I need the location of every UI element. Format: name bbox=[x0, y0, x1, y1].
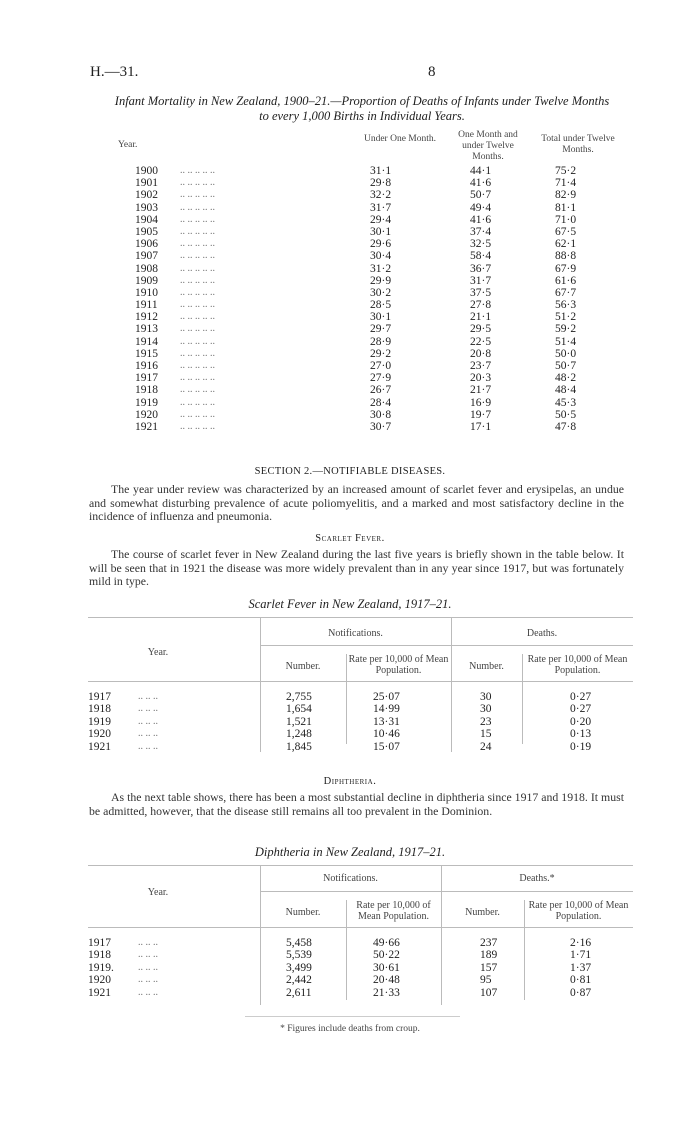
leader-dots: .. .. .. .. .. bbox=[180, 274, 215, 286]
page-number: 8 bbox=[428, 64, 436, 80]
diphtheria-col-year: Year. bbox=[147, 887, 169, 898]
year-cell: 1900 bbox=[135, 165, 158, 177]
one-to-twelve-cell: 32·5 bbox=[470, 238, 492, 251]
notifications-number-cell: 5,539 bbox=[286, 949, 312, 962]
deaths-number-cell: 157 bbox=[480, 961, 498, 974]
col-under-one-month: Under One Month. bbox=[363, 134, 437, 144]
col-year: Year. bbox=[118, 140, 138, 150]
scarlet-fever-heading: Scarlet Fever. bbox=[315, 533, 385, 544]
scarlet-col-deaths-rate: Rate per 10,000 of Mean Population. bbox=[527, 654, 628, 676]
total-cell: 47·8 bbox=[555, 420, 577, 433]
notifications-rate-cell: 49·66 bbox=[373, 937, 400, 949]
notifications-rate-cell: 20·48 bbox=[373, 974, 400, 987]
deaths-rate-cell: 0·19 bbox=[570, 740, 592, 753]
notifications-rate-cell: 15·07 bbox=[373, 740, 400, 753]
table-row bbox=[100, 250, 640, 262]
notifications-rate-cell: 13·31 bbox=[373, 715, 400, 728]
one-to-twelve-cell: 29·5 bbox=[470, 323, 492, 336]
deaths-number-cell: 237 bbox=[480, 937, 498, 949]
scarlet-col-notifications: Notifications. bbox=[328, 628, 383, 639]
year-cell: 1913 bbox=[135, 323, 158, 336]
diphtheria-col-notifications: Notifications. bbox=[323, 873, 378, 884]
one-to-twelve-cell: 21·7 bbox=[470, 384, 492, 397]
year-cell: 1916 bbox=[135, 360, 158, 372]
table-row bbox=[100, 323, 640, 335]
one-to-twelve-cell: 36·7 bbox=[470, 262, 492, 275]
notifications-rate-cell: 14·99 bbox=[373, 703, 400, 716]
mortality-title-line2: to every 1,000 Births in Individual Years. bbox=[259, 109, 465, 123]
table-row bbox=[100, 287, 640, 299]
scarlet-col-notif-rate: Rate per 10,000 of Mean Population. bbox=[348, 654, 449, 676]
notifications-number-cell: 5,458 bbox=[286, 937, 312, 949]
year-cell: 1906 bbox=[135, 238, 158, 251]
deaths-number-cell: 30 bbox=[480, 691, 492, 703]
leader-dots: .. .. .. .. .. bbox=[180, 177, 215, 189]
mortality-title-line1: Infant Mortality in New Zealand, 1900–21.—Proportion of Deaths of Infants under Twelve Months bbox=[114, 94, 610, 108]
year-cell: 1911 bbox=[135, 299, 158, 312]
col-one-to-twelve-months: One Month and under Twelve Months. bbox=[458, 130, 518, 162]
under-one-month-cell: 26·7 bbox=[370, 384, 392, 397]
under-one-month-cell: 30·1 bbox=[370, 311, 392, 324]
year-cell: 1920 bbox=[88, 974, 111, 987]
total-cell: 75·2 bbox=[555, 165, 577, 177]
diphtheria-heading: Diphtheria. bbox=[323, 776, 377, 787]
total-cell: 61·6 bbox=[555, 274, 577, 287]
leader-dots: .. .. .. bbox=[138, 961, 158, 973]
total-cell: 81·1 bbox=[555, 201, 577, 214]
total-cell: 71·0 bbox=[555, 213, 577, 226]
total-cell: 50·5 bbox=[555, 408, 577, 421]
notifications-rate-cell: 10·46 bbox=[373, 728, 400, 741]
under-one-month-cell: 31·1 bbox=[370, 165, 392, 177]
under-one-month-cell: 29·9 bbox=[370, 274, 392, 287]
year-cell: 1907 bbox=[135, 250, 158, 263]
under-one-month-cell: 31·7 bbox=[370, 201, 392, 214]
leader-dots: .. .. .. .. .. bbox=[180, 225, 215, 237]
section-2-text: The year under review was characterized by an increased amount of scarlet fever and erysipelas, an undue and somewhat disturbing prevalence of acute poliomyelitis, and a marked and most satisfactory decline in the incidence of influenza and pneumonia. bbox=[89, 482, 624, 523]
deaths-rate-cell: 2·16 bbox=[570, 937, 592, 949]
scarlet-col-deaths-number: Number. bbox=[469, 661, 504, 672]
table-row bbox=[88, 937, 633, 949]
scarlet-table-title: Scarlet Fever in New Zealand, 1917–21. bbox=[248, 597, 452, 611]
scarlet-fever-text: The course of scarlet fever in New Zealand during the last five years is briefly shown in the table below. It will be seen that in 1921 the disease was more widely prevalent than in any year since 1917, but was fortunately mild in type. bbox=[89, 547, 624, 588]
table-row bbox=[100, 238, 640, 250]
year-cell: 1909 bbox=[135, 274, 158, 287]
total-cell: 50·0 bbox=[555, 347, 577, 360]
total-cell: 45·3 bbox=[555, 396, 577, 409]
diphtheria-col-deaths-number: Number. bbox=[465, 907, 500, 918]
leader-dots: .. .. .. .. .. bbox=[180, 335, 215, 347]
table-row bbox=[100, 372, 640, 384]
deaths-rate-cell: 0·81 bbox=[570, 974, 592, 987]
notifications-rate-cell: 21·33 bbox=[373, 986, 400, 999]
notifications-number-cell: 2,755 bbox=[286, 691, 312, 703]
year-cell: 1918 bbox=[88, 703, 111, 716]
leader-dots: .. .. .. .. .. bbox=[180, 201, 215, 213]
year-cell: 1920 bbox=[135, 408, 158, 421]
under-one-month-cell: 30·4 bbox=[370, 250, 392, 263]
deaths-number-cell: 95 bbox=[480, 974, 492, 987]
table-rule bbox=[88, 617, 633, 618]
leader-dots: .. .. .. .. .. bbox=[180, 360, 215, 371]
total-cell: 59·2 bbox=[555, 323, 577, 336]
table-row bbox=[100, 275, 640, 287]
table-row bbox=[100, 348, 640, 360]
diphtheria-footnote: * Figures include deaths from croup. bbox=[280, 1024, 420, 1034]
table-row bbox=[88, 703, 633, 715]
year-cell: 1910 bbox=[135, 286, 158, 299]
under-one-month-cell: 29·4 bbox=[370, 213, 392, 226]
total-cell: 82·9 bbox=[555, 189, 577, 202]
table-row bbox=[100, 421, 640, 433]
year-cell: 1914 bbox=[135, 335, 158, 348]
mortality-table-body bbox=[100, 165, 640, 433]
table-row bbox=[100, 360, 640, 372]
year-cell: 1921 bbox=[88, 986, 111, 999]
total-cell: 51·2 bbox=[555, 311, 577, 324]
notifications-number-cell: 1,845 bbox=[286, 740, 312, 753]
year-cell: 1919 bbox=[135, 396, 158, 409]
total-cell: 48·4 bbox=[555, 384, 577, 397]
notifications-number-cell: 3,499 bbox=[286, 961, 312, 974]
one-to-twelve-cell: 41·6 bbox=[470, 213, 492, 226]
leader-dots: .. .. .. .. .. bbox=[180, 250, 215, 262]
under-one-month-cell: 32·2 bbox=[370, 189, 392, 202]
under-one-month-cell: 30·7 bbox=[370, 420, 392, 433]
table-row bbox=[88, 949, 633, 961]
one-to-twelve-cell: 21·1 bbox=[470, 311, 492, 324]
leader-dots: .. .. .. .. .. bbox=[180, 165, 215, 176]
one-to-twelve-cell: 22·5 bbox=[470, 335, 492, 348]
under-one-month-cell: 29·2 bbox=[370, 347, 392, 360]
total-cell: 62·1 bbox=[555, 238, 577, 251]
leader-dots: .. .. .. .. .. bbox=[180, 372, 215, 384]
table-row bbox=[88, 974, 633, 986]
scarlet-col-notif-number: Number. bbox=[285, 661, 321, 672]
diphtheria-col-notif-rate: Rate per 10,000 of Mean Population. bbox=[356, 900, 431, 922]
table-rule bbox=[88, 865, 633, 866]
table-row bbox=[100, 214, 640, 226]
year-cell: 1903 bbox=[135, 201, 158, 214]
year-cell: 1917 bbox=[135, 372, 158, 385]
notifications-number-cell: 2,611 bbox=[286, 986, 312, 999]
table-row bbox=[100, 263, 640, 275]
diphtheria-col-deaths-rate: Rate per 10,000 of Mean Population. bbox=[528, 900, 629, 922]
under-one-month-cell: 27·0 bbox=[370, 360, 392, 372]
leader-dots: .. .. .. bbox=[138, 715, 158, 727]
year-cell: 1912 bbox=[135, 311, 158, 324]
deaths-number-cell: 107 bbox=[480, 986, 498, 999]
one-to-twelve-cell: 49·4 bbox=[470, 201, 492, 214]
deaths-number-cell: 23 bbox=[480, 715, 492, 728]
year-cell: 1902 bbox=[135, 189, 158, 202]
year-cell: 1908 bbox=[135, 262, 158, 275]
under-one-month-cell: 29·6 bbox=[370, 238, 392, 251]
table-rule bbox=[88, 927, 633, 928]
year-cell: 1904 bbox=[135, 213, 158, 226]
leader-dots: .. .. .. .. .. bbox=[180, 420, 215, 432]
footnote-rule bbox=[245, 1016, 460, 1017]
leader-dots: .. .. .. .. .. bbox=[180, 189, 215, 201]
scarlet-fever-paragraph bbox=[89, 548, 624, 589]
one-to-twelve-cell: 16·9 bbox=[470, 396, 492, 409]
deaths-number-cell: 189 bbox=[480, 949, 498, 962]
table-row bbox=[100, 384, 640, 396]
leader-dots: .. .. .. .. .. bbox=[180, 213, 215, 225]
leader-dots: .. .. .. bbox=[138, 986, 158, 998]
total-cell: 50·7 bbox=[555, 360, 577, 372]
section-2-paragraph bbox=[89, 483, 624, 524]
under-one-month-cell: 30·2 bbox=[370, 286, 392, 299]
total-cell: 67·7 bbox=[555, 286, 577, 299]
notifications-number-cell: 2,442 bbox=[286, 974, 312, 987]
scarlet-col-year: Year. bbox=[147, 647, 169, 658]
leader-dots: .. .. .. .. .. bbox=[180, 238, 215, 250]
year-cell: 1915 bbox=[135, 347, 158, 360]
diphtheria-col-notif-number: Number. bbox=[285, 907, 321, 918]
one-to-twelve-cell: 41·6 bbox=[470, 177, 492, 190]
diphtheria-table-title: Diphtheria in New Zealand, 1917–21. bbox=[254, 845, 446, 859]
table-rule bbox=[260, 891, 633, 892]
under-one-month-cell: 28·4 bbox=[370, 396, 392, 409]
total-cell: 88·8 bbox=[555, 250, 577, 263]
year-cell: 1918 bbox=[88, 949, 111, 962]
leader-dots: .. .. .. .. .. bbox=[180, 384, 215, 396]
year-cell: 1919. bbox=[88, 961, 114, 974]
table-row bbox=[88, 716, 633, 728]
leader-dots: .. .. .. .. .. bbox=[180, 347, 215, 359]
document-reference: H.—31. bbox=[90, 64, 139, 80]
deaths-rate-cell: 1·71 bbox=[570, 949, 592, 962]
year-cell: 1919 bbox=[88, 715, 111, 728]
one-to-twelve-cell: 19·7 bbox=[470, 408, 492, 421]
year-cell: 1901 bbox=[135, 177, 158, 190]
table-row bbox=[100, 189, 640, 201]
one-to-twelve-cell: 31·7 bbox=[470, 274, 492, 287]
table-row bbox=[100, 311, 640, 323]
year-cell: 1918 bbox=[135, 384, 158, 397]
year-cell: 1921 bbox=[135, 420, 158, 433]
one-to-twelve-cell: 27·8 bbox=[470, 299, 492, 312]
one-to-twelve-cell: 17·1 bbox=[470, 420, 492, 433]
notifications-number-cell: 1,654 bbox=[286, 703, 312, 716]
under-one-month-cell: 27·9 bbox=[370, 372, 392, 385]
year-cell: 1920 bbox=[88, 728, 111, 741]
deaths-rate-cell: 0·87 bbox=[570, 986, 592, 999]
total-cell: 67·5 bbox=[555, 225, 577, 238]
under-one-month-cell: 29·7 bbox=[370, 323, 392, 336]
col-total-under-twelve: Total under Twelve Months. bbox=[541, 134, 615, 155]
year-cell: 1917 bbox=[88, 691, 111, 703]
under-one-month-cell: 28·5 bbox=[370, 299, 392, 312]
table-row bbox=[100, 409, 640, 421]
table-row bbox=[100, 299, 640, 311]
leader-dots: .. .. .. bbox=[138, 703, 158, 715]
leader-dots: .. .. .. .. .. bbox=[180, 286, 215, 298]
deaths-rate-cell: 0·27 bbox=[570, 703, 592, 716]
one-to-twelve-cell: 20·3 bbox=[470, 372, 492, 385]
under-one-month-cell: 30·1 bbox=[370, 225, 392, 238]
deaths-number-cell: 15 bbox=[480, 728, 492, 741]
one-to-twelve-cell: 44·1 bbox=[470, 165, 492, 177]
notifications-number-cell: 1,248 bbox=[286, 728, 312, 741]
one-to-twelve-cell: 20·8 bbox=[470, 347, 492, 360]
diphtheria-paragraph bbox=[89, 791, 624, 818]
deaths-rate-cell: 0·20 bbox=[570, 715, 592, 728]
under-one-month-cell: 29·8 bbox=[370, 177, 392, 190]
scarlet-col-deaths: Deaths. bbox=[526, 628, 558, 639]
under-one-month-cell: 31·2 bbox=[370, 262, 392, 275]
under-one-month-cell: 28·9 bbox=[370, 335, 392, 348]
leader-dots: .. .. .. .. .. bbox=[180, 408, 215, 420]
leader-dots: .. .. .. .. .. bbox=[180, 299, 215, 311]
total-cell: 48·2 bbox=[555, 372, 577, 385]
scarlet-table bbox=[88, 617, 633, 752]
under-one-month-cell: 30·8 bbox=[370, 408, 392, 421]
leader-dots: .. .. .. .. .. bbox=[180, 262, 215, 274]
year-cell: 1921 bbox=[88, 740, 111, 753]
one-to-twelve-cell: 58·4 bbox=[470, 250, 492, 263]
mortality-table-title bbox=[92, 94, 632, 124]
one-to-twelve-cell: 37·5 bbox=[470, 286, 492, 299]
notifications-number-cell: 1,521 bbox=[286, 715, 312, 728]
diphtheria-text: As the next table shows, there has been a most substantial decline in diphtheria since 1917 and 1918. It must be admitted, however, that the disease still remains all too prevalent in the Dominion. bbox=[89, 790, 624, 818]
total-cell: 67·9 bbox=[555, 262, 577, 275]
leader-dots: .. .. .. .. .. bbox=[180, 323, 215, 335]
deaths-rate-cell: 0·13 bbox=[570, 728, 592, 741]
table-row bbox=[100, 202, 640, 214]
section-2-title: SECTION 2.—NOTIFIABLE DISEASES. bbox=[254, 466, 446, 477]
leader-dots: .. .. .. .. .. bbox=[180, 311, 215, 323]
table-row bbox=[100, 226, 640, 238]
table-row bbox=[100, 397, 640, 409]
total-cell: 56·3 bbox=[555, 299, 577, 312]
table-row bbox=[100, 177, 640, 189]
year-cell: 1905 bbox=[135, 225, 158, 238]
leader-dots: .. .. .. bbox=[138, 740, 158, 752]
page-header bbox=[90, 64, 630, 84]
leader-dots: .. .. .. bbox=[138, 949, 158, 961]
one-to-twelve-cell: 50·7 bbox=[470, 189, 492, 202]
table-row bbox=[88, 691, 633, 703]
table-row bbox=[88, 741, 633, 753]
total-cell: 71·4 bbox=[555, 177, 577, 190]
table-row bbox=[100, 165, 640, 177]
leader-dots: .. .. .. bbox=[138, 974, 158, 986]
deaths-rate-cell: 0·27 bbox=[570, 691, 592, 703]
total-cell: 51·4 bbox=[555, 335, 577, 348]
table-row bbox=[100, 336, 640, 348]
notifications-rate-cell: 25·07 bbox=[373, 691, 400, 703]
leader-dots: .. .. .. bbox=[138, 937, 158, 948]
deaths-number-cell: 30 bbox=[480, 703, 492, 716]
table-row bbox=[88, 987, 633, 999]
table-row bbox=[88, 962, 633, 974]
table-rule bbox=[88, 681, 633, 682]
notifications-rate-cell: 30·61 bbox=[373, 961, 400, 974]
leader-dots: .. .. .. .. .. bbox=[180, 396, 215, 408]
deaths-number-cell: 24 bbox=[480, 740, 492, 753]
table-rule bbox=[260, 645, 633, 646]
leader-dots: .. .. .. bbox=[138, 728, 158, 740]
one-to-twelve-cell: 37·4 bbox=[470, 225, 492, 238]
one-to-twelve-cell: 23·7 bbox=[470, 360, 492, 372]
diphtheria-table bbox=[88, 865, 633, 1005]
notifications-rate-cell: 50·22 bbox=[373, 949, 400, 962]
leader-dots: .. .. .. bbox=[138, 691, 158, 702]
table-row bbox=[88, 728, 633, 740]
year-cell: 1917 bbox=[88, 937, 111, 949]
deaths-rate-cell: 1·37 bbox=[570, 961, 592, 974]
diphtheria-col-deaths: Deaths.* bbox=[519, 873, 555, 884]
